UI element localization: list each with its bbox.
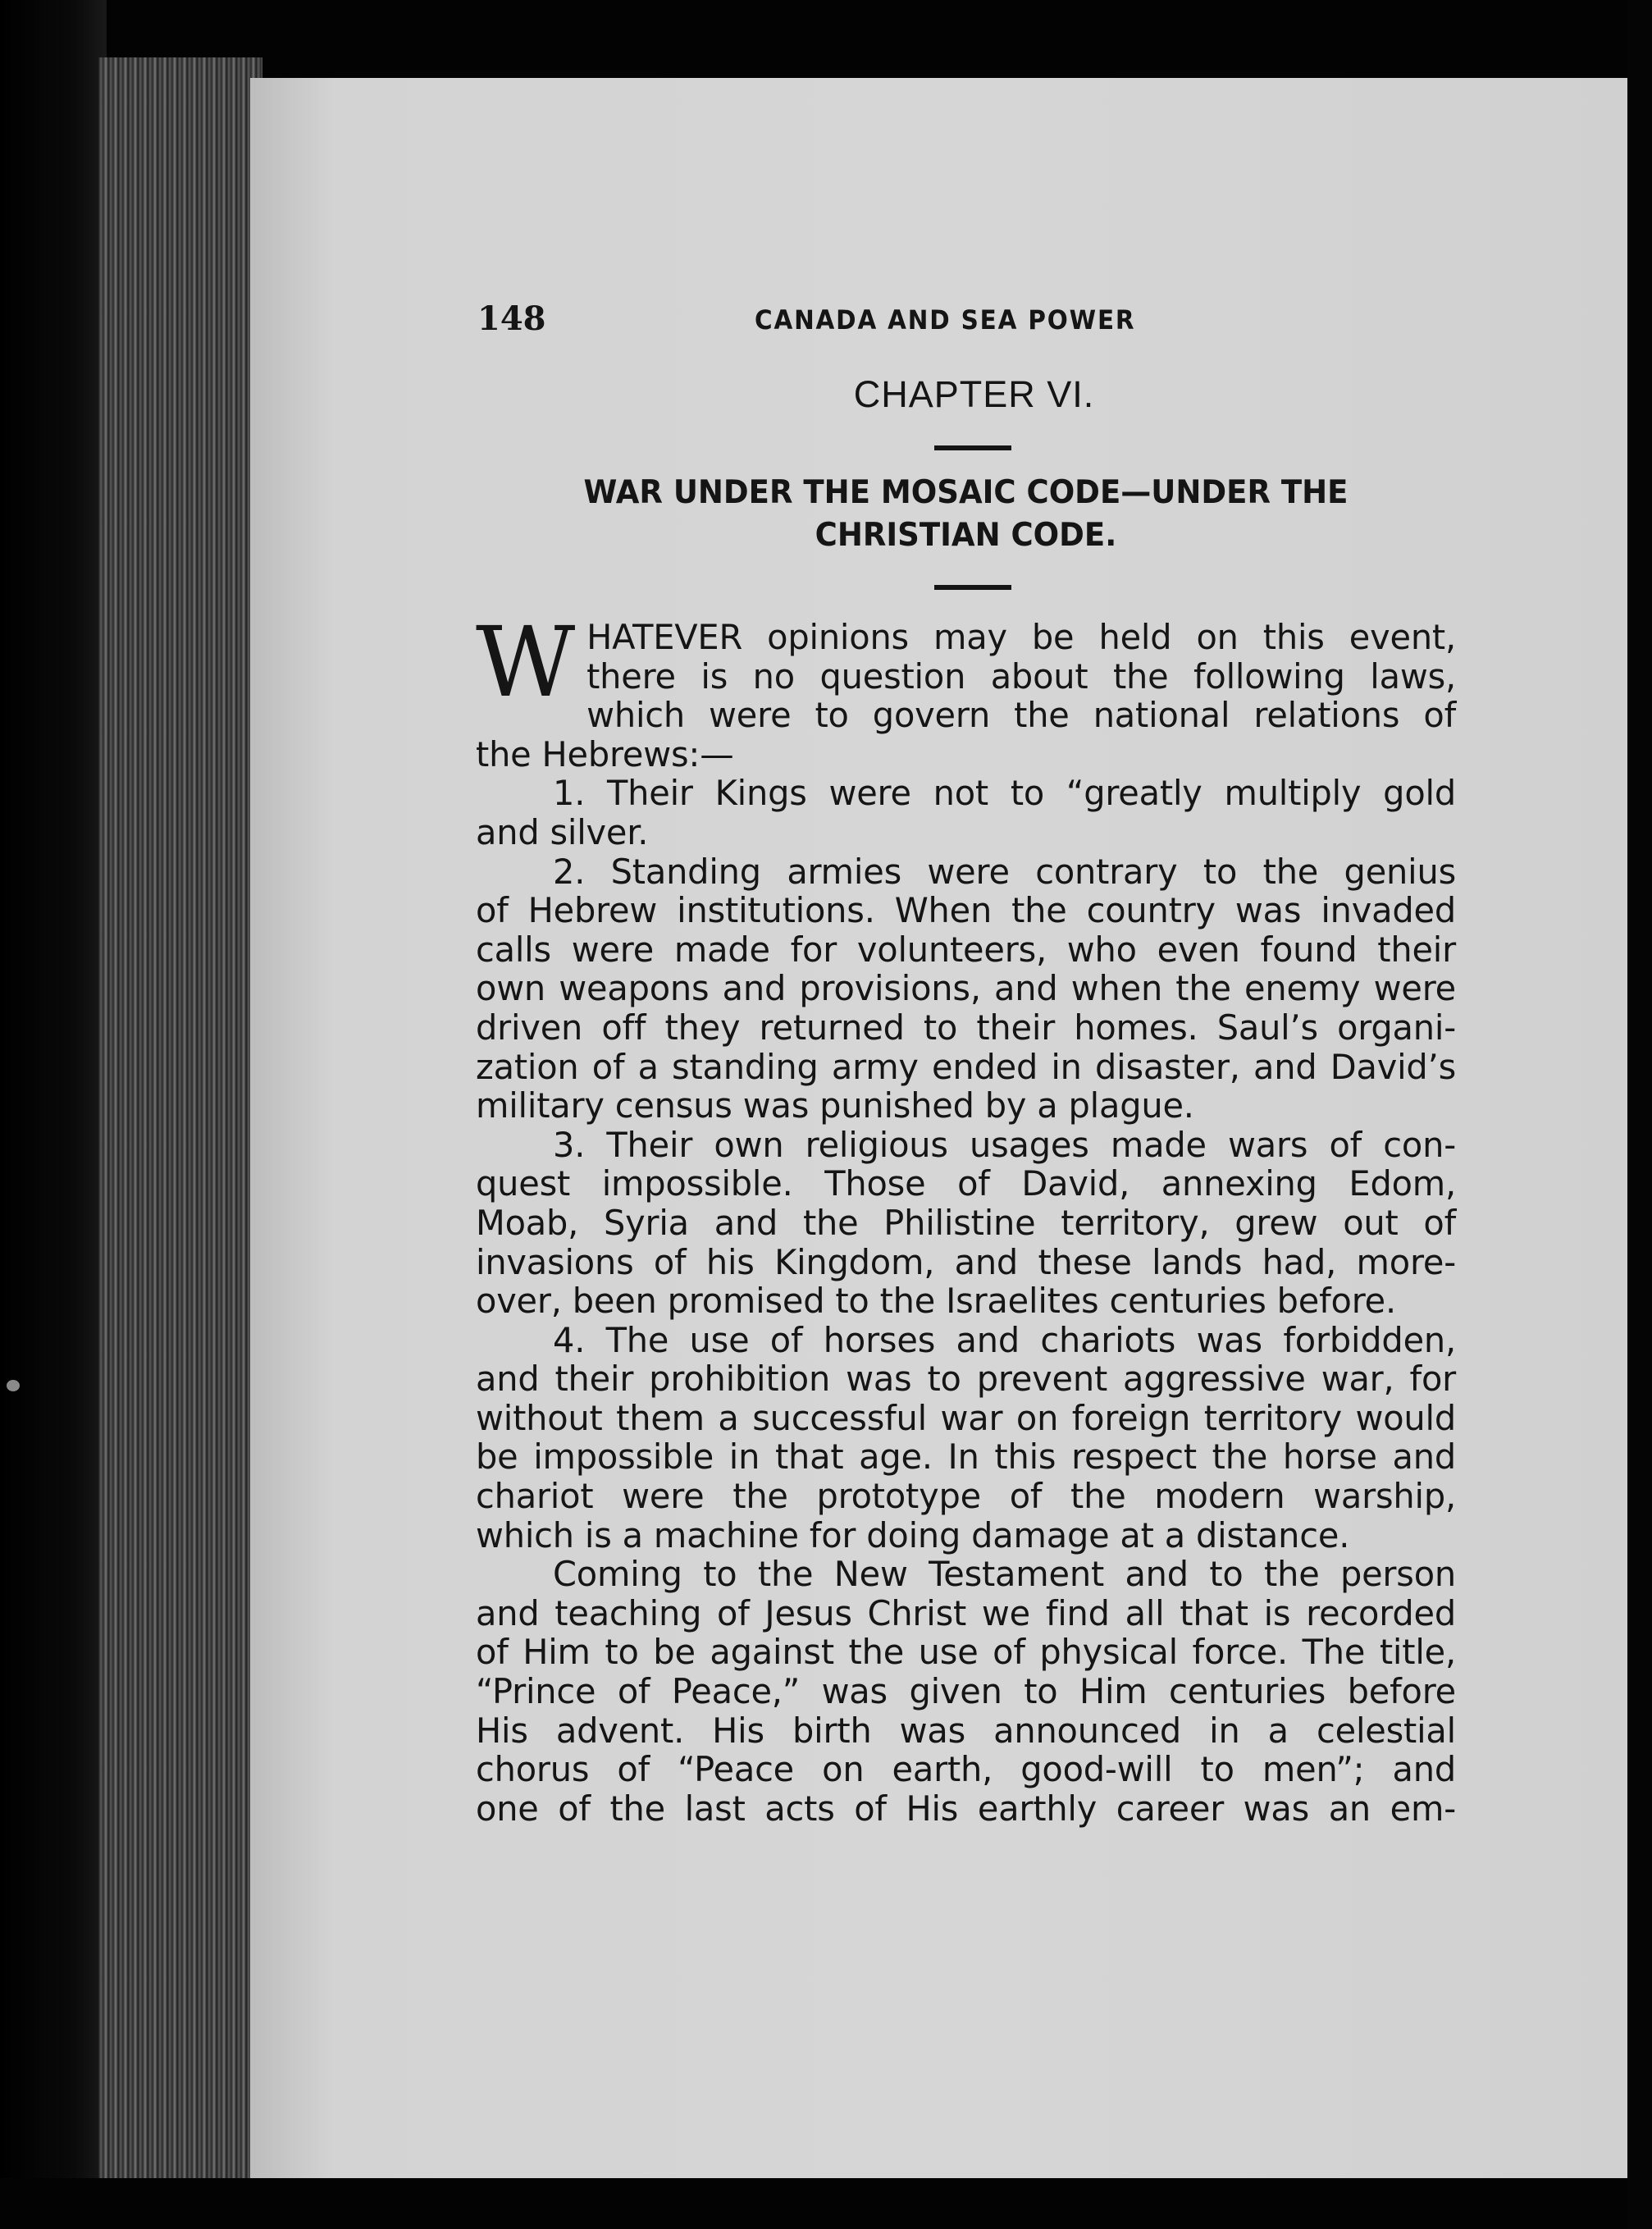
scan-bottom-border	[0, 2178, 1652, 2229]
text-line: the Hebrews:—	[476, 733, 734, 774]
text-line: calls were made for volunteers, who even found their	[476, 929, 1456, 970]
paragraph-6	[476, 1555, 1456, 1828]
text-line: 1. Their Kings were not to “greatly multiply gold	[553, 773, 1456, 814]
scan-right-border	[1627, 0, 1652, 2229]
running-head	[476, 291, 1456, 340]
text-line: and silver.	[476, 811, 649, 852]
text-line: Moab, Syria and the Philistine territory, grew out of	[476, 1202, 1456, 1243]
paragraph-3	[476, 852, 1456, 1126]
subtitle-rule	[934, 585, 1011, 590]
text-line: 4. The use of horses and chariots was forbidden,	[553, 1319, 1456, 1360]
running-title: CANADA AND SEA POWER	[755, 304, 1136, 336]
text-line: which were to govern the national relations of	[586, 695, 1456, 736]
text-line: zation of a standing army ended in disaster, and David’s	[476, 1046, 1456, 1087]
text-line: and teaching of Jesus Christ we find all that is recorded	[476, 1592, 1456, 1633]
paragraph-1	[476, 605, 1456, 774]
text-line: invasions of his Kingdom, and these lands had, more-	[476, 1241, 1456, 1282]
book-spine-shadow	[0, 0, 107, 2229]
text-line: and their prohibition was to prevent aggressive war, for	[476, 1359, 1456, 1400]
text-line: of Hebrew institutions. When the country was invaded	[476, 890, 1456, 931]
page-edges	[98, 57, 262, 2190]
text-line: one of the last acts of His earthly career was an em-	[476, 1788, 1456, 1829]
chapter-subtitle-line-2: CHRISTIAN CODE.	[815, 517, 1117, 554]
page-content	[476, 291, 1456, 1828]
chapter-rule	[934, 445, 1011, 450]
text-line: which is a machine for doing damage at a distance.	[476, 1514, 1350, 1555]
chapter-subtitle-line-1: WAR UNDER THE MOSAIC CODE—UNDER THE	[583, 474, 1349, 511]
paragraph-4	[476, 1126, 1456, 1321]
drop-cap: W	[476, 605, 576, 719]
text-line: 3. Their own religious usages made wars of con-	[553, 1124, 1456, 1165]
paragraph-5	[476, 1321, 1456, 1555]
text-line: “Prince of Peace,” was given to Him centuries before	[476, 1671, 1456, 1712]
text-line: be impossible in that age. In this respect the horse and	[476, 1437, 1456, 1478]
text-line: His advent. His birth was announced in a celestial	[476, 1710, 1456, 1751]
text-line: of Him to be against the use of physical force. The title,	[476, 1632, 1456, 1673]
text-line: chariot were the prototype of the modern warship,	[476, 1476, 1456, 1517]
text-line: quest impossible. Those of David, annexing Edom,	[476, 1163, 1456, 1204]
text-line: there is no question about the following laws,	[586, 655, 1456, 697]
text-line: chorus of “Peace on earth, good-will to men”; and	[476, 1749, 1456, 1790]
text-line: 2. Standing armies were contrary to the genius	[553, 851, 1456, 892]
text-line: own weapons and provisions, and when the enemy were	[476, 968, 1456, 1009]
paragraph-2	[476, 774, 1456, 852]
body-text	[476, 605, 1456, 1829]
text-line: driven off they returned to their homes. Saul’s organi-	[476, 1007, 1456, 1048]
text-line: HATEVER opinions may be held on this event,	[586, 617, 1456, 657]
text-line: Coming to the New Testament and to the person	[553, 1554, 1456, 1595]
page-number: 148	[477, 299, 546, 338]
text-line: military census was punished by a plague.	[476, 1085, 1194, 1126]
chapter-subtitle	[500, 472, 1431, 557]
scan-speck	[7, 1380, 20, 1391]
text-line: over, been promised to the Israelites centuries before.	[476, 1281, 1396, 1322]
chapter-title: CHAPTER VI.	[853, 373, 1095, 415]
text-line: without them a successful war on foreign territory would	[476, 1397, 1456, 1438]
